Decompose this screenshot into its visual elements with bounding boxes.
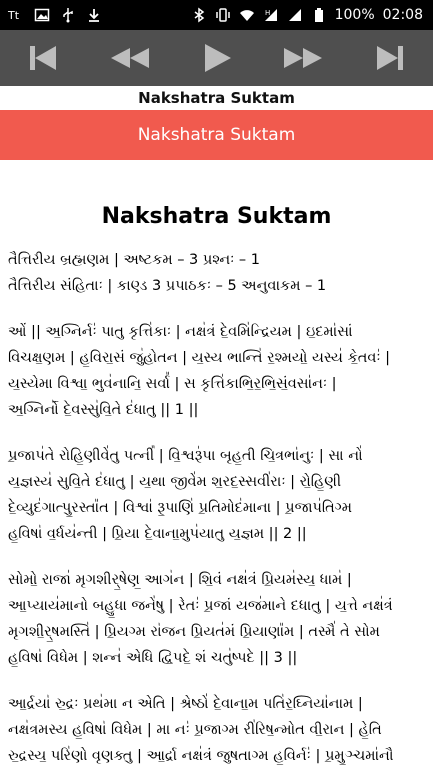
text-line: હ॒વિષા॑ વ॒ર્ધય॑ન્તી | પ્રિ॒યા દે॒વાના॒મુપ॑યાતુ ય॒જ્ઞમ || 2 || (8, 526, 307, 542)
text-line: પ્ર॒જાપ॑તે રોહિ॒ણીવે॑તુ પત્ની᳚ | વિ॒શ્વરૂ॑પા બૃહ॒તી ચિ॒ત્રભા॑નુઃ | સા નો॑ (8, 448, 363, 464)
svg-text:H: H (264, 9, 270, 17)
status-bar (0, 0, 433, 30)
skip-previous-button[interactable] (16, 38, 70, 78)
text-line: ય॒જ્ઞસ્ય॑ સુવિ॒તે દ॑ધાતુ | ય॒થા જીવે॑મ શ॒રદ॒સ્સવી॑રાઃ | રો॒હિ॒ણી (8, 474, 342, 490)
image-icon (34, 7, 50, 23)
skip-next-icon (363, 38, 417, 78)
text-paragraph (8, 567, 425, 671)
fast-forward-icon (276, 38, 330, 78)
wifi-icon (239, 7, 255, 23)
usb-icon (60, 7, 76, 23)
sukta-content[interactable] (0, 160, 433, 764)
content-heading: Nakshatra Suktam (101, 204, 332, 229)
text-line: દે॒વ્યુદ॑ગાત્પુ॒રસ્તા᳚ત | વિશ્વા॑ રૂ॒પાણિ॑ પ્ર॒તિમોદ॑માના | પ્ર॒જાપ॑તિગ્મ (8, 500, 352, 516)
clock: 02:08 (382, 7, 423, 23)
signal-icon (287, 7, 303, 23)
status-right (191, 7, 433, 23)
skip-previous-icon (16, 38, 70, 78)
signal-h-icon (263, 7, 279, 23)
status-left (0, 7, 102, 23)
text-line: ઓં || અ॒ગ્નિર્નઃ॑ પાતુ કૃત્તિ॑કાઃ | નક્ષ॑ત્રં દે॒વમિ॑ન્દ્રિયમ | ઇ॒દમા॑સાં (8, 324, 353, 340)
text-line: અ॒ગ્નિર્નો॑ દે॒વસ્સુ॑વિ॒તે દ॑ધાતુ || 1 || (8, 402, 199, 418)
text-paragraph (8, 247, 425, 299)
play-button[interactable] (189, 38, 243, 78)
text-paragraph (8, 319, 425, 423)
play-icon (189, 38, 243, 78)
title-banner (0, 110, 433, 160)
text-line: ય॒સ્યેમા વિશ્વા॒ ભુવ॑નાનિ॒ સર્વા᳚ | સ કૃત્તિ॑કાભિ॒ર॒ભિ॒સં॒વસા॑નઃ | (8, 376, 337, 392)
text-paragraph (8, 443, 425, 547)
download-icon (86, 7, 102, 23)
vibrate-icon (215, 7, 231, 23)
svg-text:Tt: Tt (8, 9, 20, 22)
text-line: આ॒ર્દ્રયા॑ રુ॒દ્રઃ પ્રથ॑મા ન એતિ | શ્રેષ્ઠો॑ દે॒વાના॒મ પતિ॑ર॒ઘ્નિયા॑નામ | (8, 696, 363, 712)
text-line: નક્ષ॑ત્રમસ્ય હ॒વિષા॑ વિધેમ | મા નઃ॑ પ્ર॒જાગ્મ રી॑રિષ॒ન્મોત વી॒રાન | હે॒તિ (8, 722, 382, 738)
text-line: સોમો॒ રાજા॑ મૃગશીર્॒ષેણ॒ આગ॑ન | શિ॒વં નક્ષ॑ત્રં પ્રિ॒યમ॑સ્ય॒ ધામ॑ | (8, 572, 352, 588)
rewind-button[interactable] (103, 38, 157, 78)
text-line: રુ॒દ્રસ્ય॒ પરિ॑ણો વૃણક્તુ | આ॒ર્દ્રા નક્ષ॑ત્રં જુષતાગ્મ હ॒વિર્નઃ॑ | પ્ર॒મુ॒ઞ્ચમા॑નૌ (8, 748, 394, 764)
text-paragraph (8, 691, 425, 769)
text-line: મૃગશી॒ર્॒ષમસ્તિ॑ | પ્રિ॒યગ્મ રા॑જન પ્રિ॒યત॑મં પ્રિ॒યાણા᳚મ | તસ્મૈ॑ તે સોમ (8, 624, 380, 640)
text-line: તૈત્તિરીય બ્રહ્મણમ | અષ્ટકમ – 3 પ્રશ્નઃ – 1 (8, 252, 261, 268)
document-title: Nakshatra Suktam (0, 86, 433, 110)
skip-next-button[interactable] (363, 38, 417, 78)
tt-icon (8, 7, 24, 23)
media-toolbar (0, 30, 433, 87)
fast-forward-button[interactable] (276, 38, 330, 78)
bluetooth-icon (191, 7, 207, 23)
battery-icon (311, 7, 327, 23)
rewind-icon (103, 38, 157, 78)
text-line: વિચક્ષ॒ણમ | હ॒વિરા॒સં જુ॑હોતન | ય॒સ્ય ભાન્તિ॑ ર॒શ્મયો॒ યસ્ય॑ કે॒તવઃ॑ | (8, 350, 391, 366)
text-line: આ॒પ્યાય॑માનો બહુ॒ધા જને॑ષુ | રેતઃ॑ પ્ર॒જાં યજ॑માને દધાતુ | ય॒ત્તે નક્ષ॑ત્રં (8, 598, 393, 614)
text-line: હ॒વિષા॑ વિધેમ | શન્ન॑ એધિ દ્વિ॒પદે॒ શં ચતુ॑ષ્પદે || 3 || (8, 650, 298, 666)
banner-title: Nakshatra Suktam (137, 125, 296, 145)
text-line: તૈત્તિરીય સંહિતાઃ | કાણ્ડ 3 પ્રપાઠકઃ – 5 અનુવાકમ – 1 (8, 278, 327, 294)
battery-percent: 100% (334, 7, 375, 23)
